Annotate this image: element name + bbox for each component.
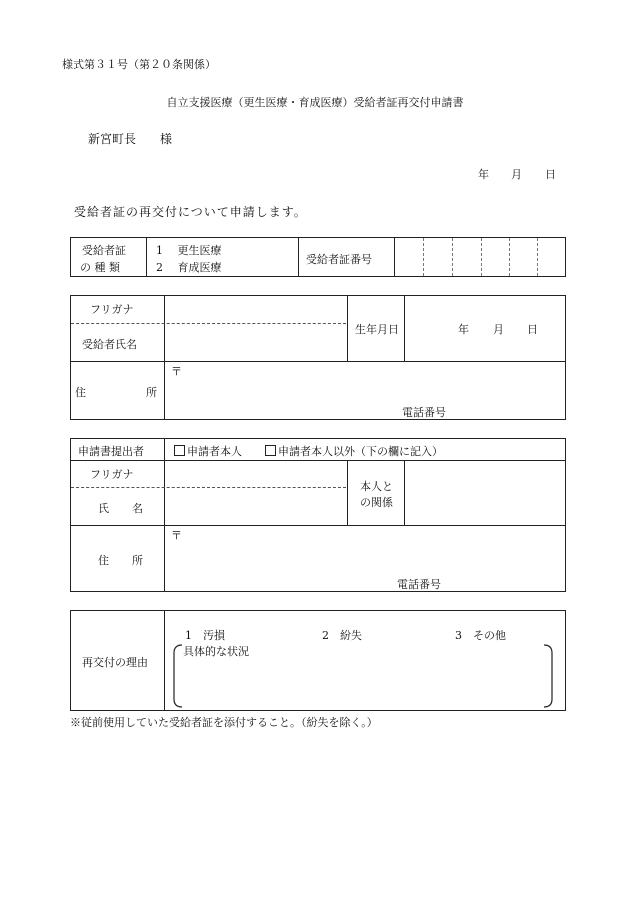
- recipient-furigana-label: フリガナ: [90, 303, 134, 316]
- footer-note: ※従前使用していた受給者証を添付すること。（紛失を除く。）: [70, 716, 378, 729]
- reason-option-other[interactable]: 3 その他: [455, 629, 506, 642]
- reason-option-loss[interactable]: 2 紛失: [322, 629, 362, 642]
- recipient-name-field[interactable]: [166, 325, 346, 360]
- date-year-label: 年: [478, 168, 489, 181]
- submitter-postal-mark: 〒: [171, 529, 182, 542]
- details-label: 具体的な状況: [183, 645, 249, 658]
- type-option-rehabilitation[interactable]: 1 更生医療: [156, 244, 222, 257]
- submitter-option-self[interactable]: [174, 443, 242, 459]
- submitter-address-field[interactable]: [166, 542, 564, 572]
- type-label-line2: の 種 類: [80, 261, 120, 274]
- submitter-name-label-1: 氏: [98, 502, 109, 515]
- details-field[interactable]: [180, 660, 548, 704]
- reason-option-damage[interactable]: 1 汚損: [185, 629, 225, 642]
- checkbox-other[interactable]: [265, 445, 276, 456]
- recipient-name-label: 受給者氏名: [82, 338, 137, 351]
- submitter-address-label-1: 住: [98, 554, 109, 567]
- submitter-option-other-text: 申請者本人以外（下の欄に記入）: [278, 445, 443, 458]
- relation-field[interactable]: [406, 462, 564, 524]
- birth-month-label: 月: [493, 323, 504, 336]
- birth-year-label: 年: [458, 323, 469, 336]
- form-title: 自立支援医療（更生医療・育成医療）受給者証再交付申請書: [166, 96, 464, 109]
- birthdate-label: 生年月日: [355, 323, 399, 336]
- submitter-label: 申請書提出者: [78, 445, 144, 458]
- birth-day-label: 日: [527, 323, 538, 336]
- checkbox-self[interactable]: [174, 445, 185, 456]
- date-month-label: 月: [511, 168, 522, 181]
- addressee: 新宮町長 様: [88, 132, 173, 146]
- type-label-line1: 受給者証: [82, 244, 126, 257]
- date-day-label: 日: [545, 168, 556, 181]
- recipient-address-field[interactable]: [166, 376, 564, 402]
- submitter-name-field[interactable]: [166, 489, 346, 524]
- submitter-phone-label: 電話番号: [397, 578, 441, 591]
- submitter-address-label-2: 所: [132, 554, 143, 567]
- submitter-name-label-2: 名: [132, 502, 143, 515]
- recipient-address-label-1: 住: [75, 386, 86, 399]
- type-option-child[interactable]: 2 育成医療: [156, 261, 222, 274]
- recipient-furigana-field[interactable]: [166, 297, 346, 322]
- submitter-furigana-field[interactable]: [166, 462, 346, 486]
- intro-text: 受給者証の再交付について申請します。: [74, 205, 307, 219]
- recipient-address-label-2: 所: [146, 386, 157, 399]
- reason-label: 再交付の理由: [82, 656, 148, 669]
- certificate-number-label: 受給者証番号: [306, 253, 372, 266]
- relation-label-line2: の関係: [360, 496, 393, 509]
- recipient-postal-mark: 〒: [171, 365, 182, 378]
- recipient-phone-label: 電話番号: [402, 406, 446, 419]
- submitter-option-self-text: 申請者本人: [187, 445, 242, 458]
- submitter-furigana-label: フリガナ: [90, 468, 134, 481]
- relation-label-line1: 本人と: [360, 480, 393, 493]
- form-number: 様式第３１号（第２０条関係）: [62, 58, 216, 71]
- submitter-option-other[interactable]: [265, 443, 443, 459]
